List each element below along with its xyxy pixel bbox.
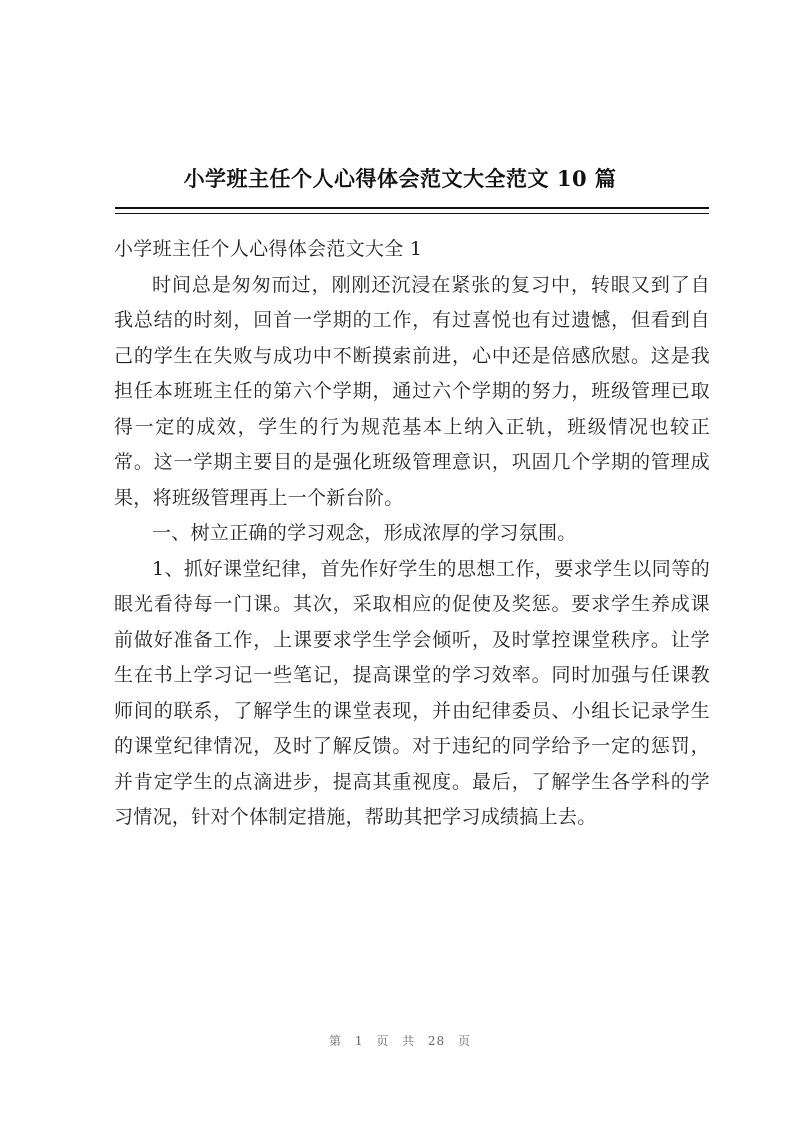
section-heading: 小学班主任个人心得体会范文大全 1 bbox=[114, 238, 423, 260]
document-body bbox=[114, 232, 710, 836]
title-divider-thin bbox=[115, 213, 709, 214]
paragraph-intro: 时间总是匆匆而过，刚刚还沉浸在紧张的复习中，转眼又到了自我总结的时刻，回首一学期的工作，有过喜悦也有过遗憾，但看到自己的学生在失败与成功中不断摸索前进，心中还是倍感欣慰。这是我担任本班班主任的第六个学期，通过六个学期的努力，班级管理已取得一定的成效，学生的行为规范基本上纳入正轨，班级情况也较正常。这一学期主要目的是强化班级管理意识，巩固几个学期的管理成果，将班级管理再上一个新台阶。 bbox=[114, 273, 710, 509]
paragraph-point-1: 1、抓好课堂纪律，首先作好学生的思想工作，要求学生以同等的眼光看待每一门课。其次，采取相应的促使及奖惩。要求学生养成课前做好准备工作，上课要求学生学会倾听，及时掌控课堂秩序。让学生在书上学习记一些笔记，提高课堂的学习效率。同时加强与任课教师间的联系，了解学生的课堂表现，并由纪律委员、小组长记录学生的课堂纪律情况，及时了解反馈。对于违纪的同学给予一定的惩罚，并肯定学生的点滴进步，提高其重视度。最后，了解学生各学科的学习情况，针对个体制定措施，帮助其把学习成绩搞上去。 bbox=[114, 557, 710, 828]
title-divider-thick bbox=[115, 207, 709, 209]
paragraph-subheading: 一、树立正确的学习观念，形成浓厚的学习氛围。 bbox=[152, 522, 577, 544]
document-title: 小学班主任个人心得体会范文大全范文 10 篇 bbox=[183, 166, 617, 191]
page-footer: 第 1 页 共 28 页 bbox=[329, 1034, 471, 1048]
